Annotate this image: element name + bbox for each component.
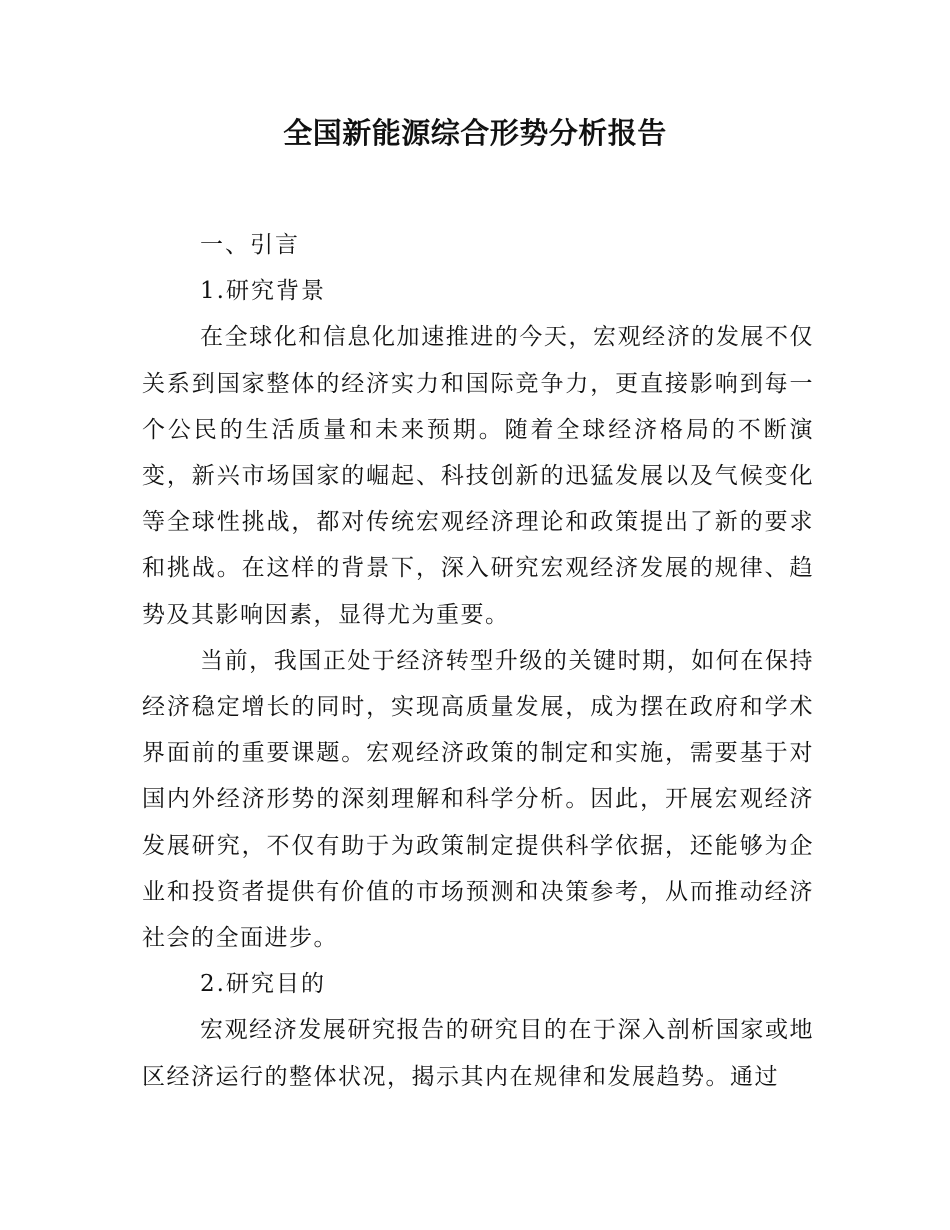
paragraph-background-2: 当前，我国正处于经济转型升级的关键时期，如何在保持经济稳定增长的同时，实现高质量发展，成为摆在政府和学术界面前的重要课题。宏观经济政策的制定和实施，需要基于对国内外经济形势的深刻理解和科学分析。因此，开展宏观经济发展研究，不仅有助于为政策制定提供科学依据，还能够为企业和投资者提供有价值的市场预测和决策参考，从而推动经济社会的全面进步。 bbox=[142, 647, 814, 952]
paragraph-background-1: 在全球化和信息化加速推进的今天，宏观经济的发展不仅关系到国家整体的经济实力和国际竞争力，更直接影响到每一个公民的生活质量和未来预期。随着全球经济格局的不断演变，新兴市场国家的崛起、科技创新的迅猛发展以及气候变化等全球性挑战，都对传统宏观经济理论和政策提出了新的要求和挑战。在这样的背景下，深入研究宏观经济发展的规律、趋势及其影响因素，显得尤为重要。 bbox=[142, 324, 814, 628]
document-body bbox=[142, 222, 814, 1100]
subsection-heading-research-purpose: 2.研究目的 bbox=[200, 971, 326, 998]
subsection-heading-research-background: 1.研究背景 bbox=[200, 278, 326, 305]
section-heading-introduction: 一、引言 bbox=[200, 232, 300, 258]
paragraph-purpose-1: 宏观经济发展研究报告的研究目的在于深入剖析国家或地区经济运行的整体状况，揭示其内在规律和发展趋势。通过 bbox=[142, 1017, 814, 1090]
document-title: 全国新能源综合形势分析报告 bbox=[283, 116, 667, 150]
